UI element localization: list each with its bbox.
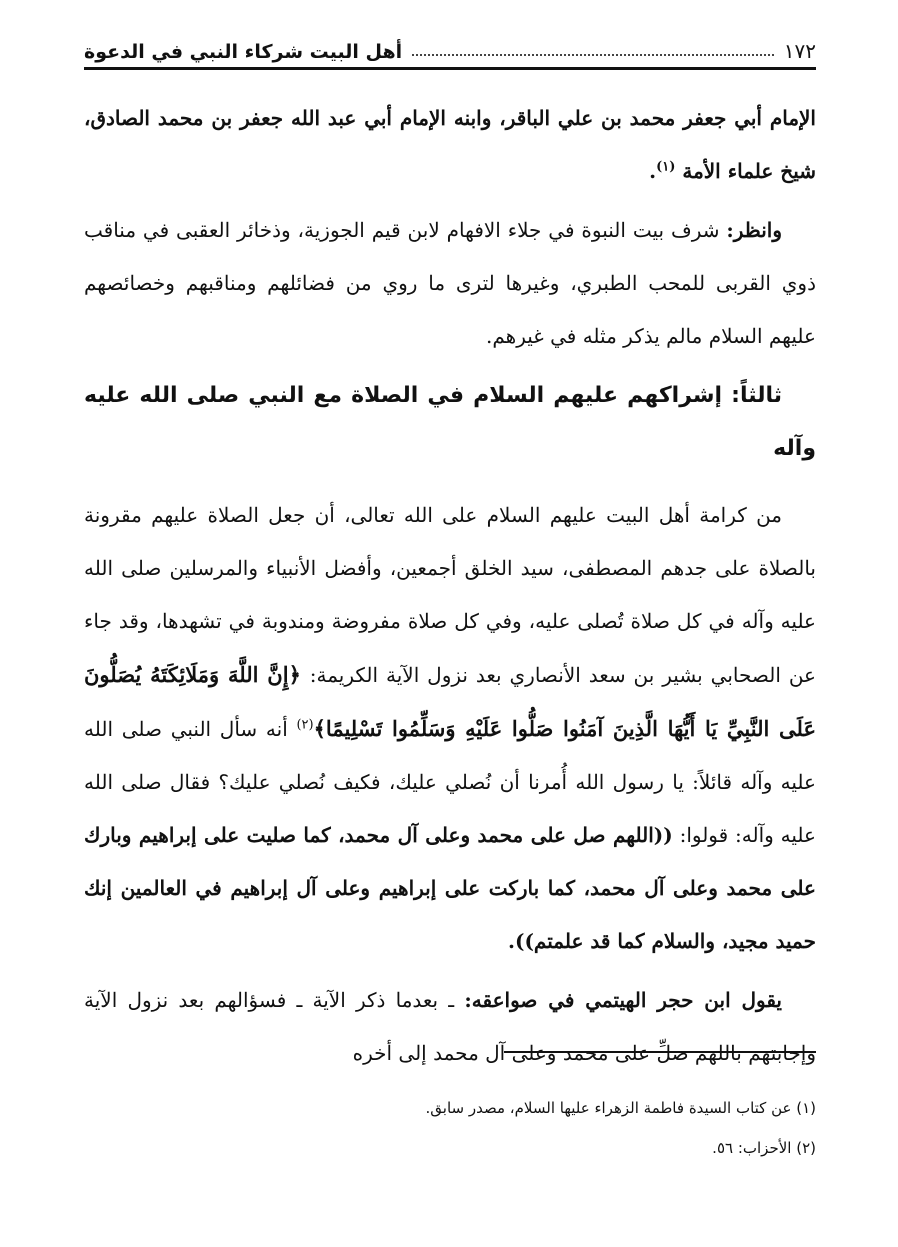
- paragraph-2-text: شرف بيت النبوة في جلاء الافهام لابن قيم الجوزية، وذخائر العقبى في مناقب ذوي القربى للمحب الطبري، وغيرها لترى ما روي من فضائلهم ومناقبهم وخصائصهم عليهم السلام مالم يذكر مثله في غيرهم.: [84, 218, 816, 348]
- footnote-1: (١) عن كتاب السيدة فاطمة الزهراء عليها السلام، مصدر سابق.: [425, 1099, 816, 1117]
- paragraph-1-text: الإمام أبي جعفر محمد بن علي الباقر، وابنه الإمام أبي عبد الله جعفر بن محمد الصادق، شيخ علماء الأمة: [84, 106, 816, 183]
- footnote-ref-2: (٢): [296, 717, 314, 733]
- paragraph-3-text-a: من كرامة أهل البيت عليهم السلام على الله تعالى، أن جعل الصلاة عليهم مقرونة بالصلاة على جدهم المصطفى، سيد الخلق أجمعين، وأفضل الأنبياء والمرسلين صلى الله عليه وآله في كل صلاة تُصلى عليه، وفي كل صلاة مفروضة ومندوبة في تشهدها، وقد جاء عن الصحابي بشير بن سعد الأنصاري بعد نزول الآية الكريمة:: [84, 503, 816, 687]
- salawat-text: ((اللهم صل على محمد وعلى آل محمد، كما صليت على إبراهيم وبارك على محمد وعلى آل محمد، كما باركت على إبراهيم وعلى آل إبراهيم في العالمين إنك حميد مجيد، والسلام كما قد علمتم)).: [84, 823, 816, 953]
- footnote-2: (٢) الأحزاب: ٥٦.: [712, 1139, 816, 1157]
- paragraph-3: [84, 489, 816, 968]
- footnote-separator: [504, 1051, 816, 1053]
- paragraph-4-lead: يقول ابن حجر الهيتمي في صواعقه:: [464, 988, 783, 1012]
- page-header: [84, 30, 816, 70]
- paragraph-4: [84, 974, 816, 1080]
- footnote-ref-1: (١): [656, 159, 676, 175]
- paragraph-4-text: ـ بعدما ذكر الآية ـ فسؤالهم بعد نزول الآية وإجابتهم باللهم صلِّ على محمد وعلى آل محمد إلى أخره: [84, 988, 816, 1065]
- section-heading: ثالثاً: إشراكهم عليهم السلام في الصلاة مع النبي صلى الله عليه وآله: [84, 383, 816, 461]
- header-dotted-leader: [412, 54, 774, 56]
- footnotes: [84, 1088, 816, 1168]
- running-title: أهل البيت شركاء النبي في الدعوة: [84, 41, 403, 63]
- quran-verse: ﴿إِنَّ اللَّهَ وَمَلَائِكَتَهُ يُصَلُّونَ عَلَى النَّبِيِّ يَا أَيُّهَا الَّذِينَ آمَنُوا صَلُّوا عَلَيْهِ وَسَلِّمُوا تَسْلِيمًا﴾: [84, 662, 816, 741]
- paragraph-1-end: .: [649, 159, 657, 183]
- paragraph-2-lead: وانظر:: [726, 218, 782, 242]
- paragraph-3-text-b: أنه سأل النبي صلى الله عليه وآله قائلاً: يا رسول الله أُمرنا أن نُصلي عليك، فكيف نُصلي عليك؟ فقال صلى الله عليه وآله: قولوا:: [84, 717, 816, 847]
- page-body: [84, 92, 816, 1086]
- paragraph-1: [84, 92, 816, 198]
- paragraph-2: [84, 204, 816, 363]
- page-number: ١٧٢: [783, 39, 816, 63]
